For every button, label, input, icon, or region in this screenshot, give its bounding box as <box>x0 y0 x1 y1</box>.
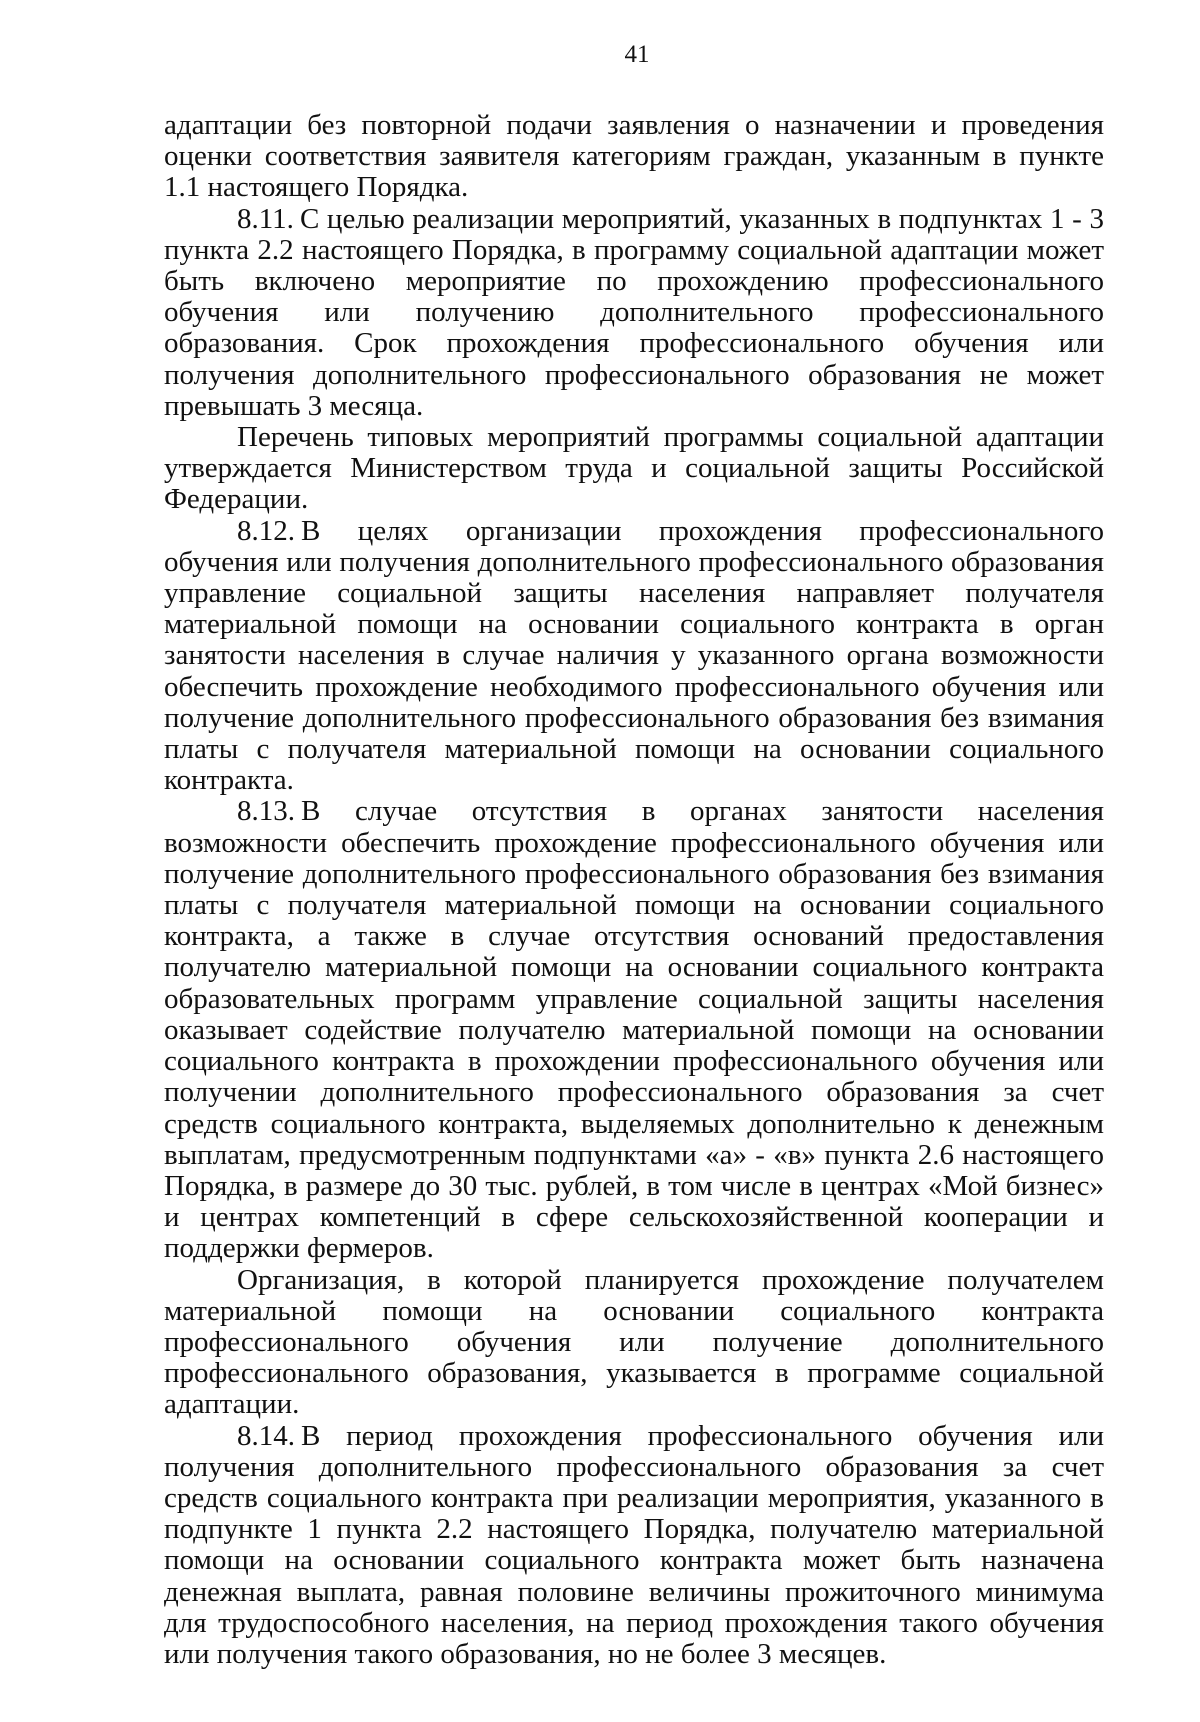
paragraph-text: В период прохождения профессионального обучения или получения дополнительного профессионального образования за счет средств социального контракта при реализации мероприятия, указанного в подпункте 1 пункта 2.2 настоящего Порядка, получателю материальной помощи на основании социального контракта может быть назначена денежная выплата, равная половине величины прожиточного минимума для трудоспособного населения, на период прохождения такого обучения или получения такого образования, но не более 3 месяцев. <box>164 1419 1104 1670</box>
paragraph-text: адаптации без повторной подачи заявления о назначении и проведения оценки соответствия заявителя категориям граждан, указанным в пункте 1.1 настоящего Порядка. <box>164 109 1104 204</box>
page-number: 41 <box>624 41 650 68</box>
clause-number: 8.13. <box>237 795 295 828</box>
document-body <box>164 110 1104 1670</box>
clause-8-13-organization-paragraph <box>164 1265 1104 1421</box>
clause-number: 8.12. <box>237 514 295 547</box>
clause-number: 8.14. <box>237 1419 295 1452</box>
paragraph-text: С целью реализации мероприятий, указанных в подпунктах 1 - 3 пункта 2.2 настоящего Порядка, в программу социальной адаптации может быть включено мероприятие по прохождению профессионального обучения или получению дополнительного профессионального образования. Срок прохождения профессионального обучения или получения дополнительного профессионального образования не может превышать 3 месяца. <box>164 202 1104 422</box>
clause-8-13 <box>164 796 1104 1264</box>
clause-8-11-list-paragraph <box>164 422 1104 516</box>
paragraph-text: В случае отсутствия в органах занятости населения возможности обеспечить прохождение профессионального обучения или получение дополнительного профессионального образования без взимания платы с получателя материальной помощи на основании социального контракта, а также в случае отсутствия оснований предоставления получателю материальной помощи на основании социального контракта образовательных программ управление социальной защиты населения оказывает содействие получателю материальной помощи на основании социального контракта в прохождении профессионального обучения или получении дополнительного профессионального образования за счет средств социального контракта, выделяемых дополнительно к денежным выплатам, предусмотренным подпунктами «а» - «в» пункта 2.6 настоящего Порядка, в размере до 30 тыс. рублей, в том числе в центрах «Мой бизнес» и центрах компетенций в сфере сельскохозяйственной кооперации и поддержки фермеров. <box>164 795 1104 1265</box>
paragraph-text: Перечень типовых мероприятий программы социальной адаптации утверждается Министерством труда и социальной защиты Российской Федерации. <box>164 421 1104 516</box>
clause-8-14 <box>164 1421 1104 1671</box>
clause-8-12 <box>164 516 1104 797</box>
clause-8-11 <box>164 204 1104 422</box>
paragraph-text: В целях организации прохождения профессионального обучения или получения дополнительного профессионального образования управление социальной защиты населения направляет получателя материальной помощи на основании социального контракта в орган занятости населения в случае наличия у указанного органа возможности обеспечить прохождение необходимого профессионального обучения или получение дополнительного профессионального образования без взимания платы с получателя материальной помощи на основании социального контракта. <box>164 514 1104 797</box>
paragraph-continued <box>164 110 1104 204</box>
paragraph-text: Организация, в которой планируется прохождение получателем материальной помощи на основании социального контракта профессионального обучения или получение дополнительного профессионального образования, указывается в программе социальной адаптации. <box>164 1263 1104 1421</box>
clause-number: 8.11. <box>237 202 294 235</box>
